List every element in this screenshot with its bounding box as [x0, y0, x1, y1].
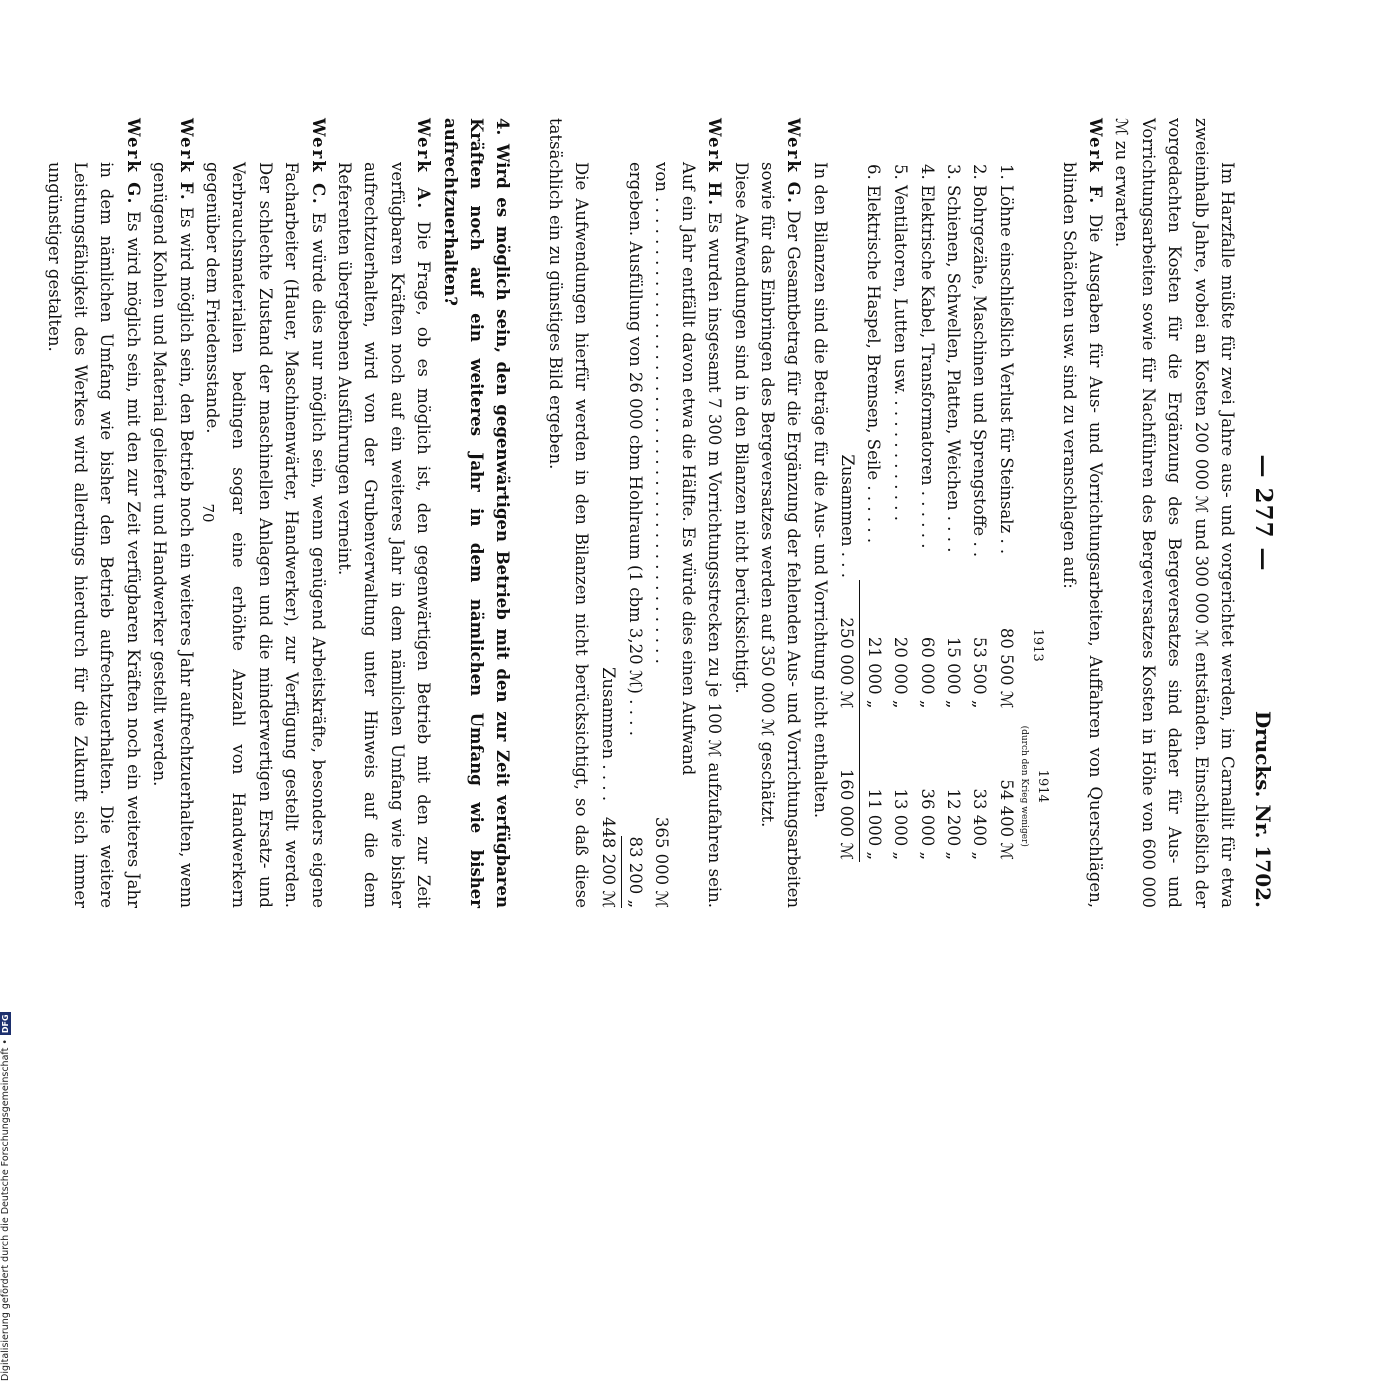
digitization-credit — [0, 1014, 11, 1381]
werk-h-line-von — [648, 118, 674, 908]
table-row — [913, 162, 939, 862]
werk-label: Werk A. — [414, 118, 434, 211]
table-row — [887, 162, 913, 862]
werk-text: Es wird möglich sein, den Betrieb noch ein weiteres Jahr aufrechtzuerhalten, wenn genügend Kohlen und Material geliefert und Handwerker gestellt werden. — [150, 162, 196, 908]
werk-text: Die Frage, ob es möglich ist, den gegenwärtigen Betrieb mit den zur Zeit verfügbaren Kräften noch auf ein weiteres Jahr in dem nämlichen Umfang wie bisher aufrechtzuerhalten, wird von der Grubenverwaltung unter Hinweis auf die dem Referenten übergebenen Ausführungen verneint. — [335, 162, 434, 908]
werk-h-paragraph — [674, 118, 727, 908]
value-1914: 33 400 „ — [970, 788, 990, 860]
werk-text: Die Ausgaben für Aus- und Vorrichtungsarbeiten, Auffahren von Querschlägen, blinden Schächten usw. sind zu veranschlagen auf: — [1059, 162, 1105, 908]
line-text: von . . . . . . . . . . . . . . . . . . . . . . . . . . . . . . . . . . . . . . . . . . . . . — [652, 162, 672, 664]
year-1914-header — [1019, 710, 1055, 862]
werk-label: Werk F. — [176, 118, 196, 202]
werk-label: Werk C. — [308, 118, 328, 206]
value-1914: 11 000 „ — [864, 788, 884, 860]
value-1913: 80 500 ℳ — [996, 627, 1016, 709]
table-row — [992, 162, 1018, 862]
werk-g-answer — [40, 118, 146, 908]
werk-text: Es würde dies nur möglich sein, wenn genügend Arbeitskräfte, besonders eigene Facharbeiter (Hauer, Maschinenwärter, Handwerker), zur Verfügung gestellt werden. Der schlechte Zustand der maschinellen Anlagen und die minderwertigen Ersatz- und Verbrauchsmaterialien bedingen sogar eine erhöhte Anzahl von Handwerkern gegenüber dem Friedensstande. — [202, 162, 328, 909]
year-1914-label: 1914 — [1035, 769, 1051, 803]
werk-f-intro — [1055, 118, 1108, 908]
line-text: ergeben. Ausfüllung von 26 000 cbm Hohlraum (1 cbm 3,20 ℳ) . . . . — [626, 162, 646, 736]
werk-f-answer — [146, 118, 199, 908]
page-header — [1240, 118, 1276, 908]
table-header-row — [1019, 162, 1055, 862]
paragraph-harzfall: Im Harzfalle müßte für zwei Jahre aus- und vorgerichtet werden, im Carnallit für etwa zweieinhalb Jahre, wobei an Kosten 200 000 ℳ und 300 000 ℳ entständen. Einschließlich der vorgedachten Kosten für die Ergänzung des Bergeversatzes sind daher für Aus- und Vorrichtungsarbeiten sowie für Nachführen des Bergeversatzes Kosten in Höhe von 600 000 ℳ zu erwarten. — [1112, 118, 1237, 908]
werk-h-sum — [594, 118, 620, 908]
credit-text: Digitalisierung gefördert durch die Deutsche Forschungsgemeinschaft • — [0, 1039, 11, 1381]
werk-g-note: Diese Aufwendungen sind in den Bilanzen nicht berücksichtigt. — [731, 162, 751, 694]
table-row — [940, 162, 966, 862]
document-reference: Drucks. Nr. 1702. — [1251, 710, 1275, 908]
value-1914: 12 200 „ — [943, 788, 963, 860]
table-row — [966, 162, 992, 862]
table-row — [860, 162, 887, 862]
value-1914: 54 400 ℳ — [996, 779, 1016, 860]
werk-label: Werk F. — [1085, 118, 1105, 206]
line-value: 365 000 ℳ — [652, 816, 672, 908]
page-content — [44, 118, 1277, 909]
row-label: 3. Schienen, Schwellen, Platten, Weichen . . . . — [943, 164, 963, 553]
value-1913: 21 000 „ — [864, 636, 884, 709]
sum-label: Zusammen . . . — [837, 454, 857, 578]
row-label: 5. Ventilatoren, Lutten usw. . . . . . . . . . . . . — [891, 164, 911, 521]
line-value: 83 200 „ — [621, 836, 648, 908]
value-1913: 60 000 „ — [917, 636, 937, 709]
row-label: 2. Bohrgezähe, Maschinen und Sprengstoffe . . — [970, 164, 990, 558]
sum-1914: 160 000 ℳ — [833, 710, 860, 862]
table-sum-row — [833, 162, 860, 862]
paragraph-bilanz: In den Bilanzen sind die Beträge für die Aus- und Vorrichtung nicht enthalten. — [810, 162, 830, 819]
value-1914: 36 000 „ — [917, 788, 937, 860]
dfg-logo: DFG — [1, 1014, 10, 1034]
werk-h-line-ergeben — [621, 118, 648, 908]
value-1913: 15 000 „ — [943, 636, 963, 709]
value-1914: 13 000 „ — [891, 788, 911, 860]
row-label: 1. Löhne einschließlich Verlust für Steinsalz . . — [996, 164, 1016, 555]
row-label: 4. Elektrische Kabel, Transformatoren . . . . . . — [917, 164, 937, 549]
cost-table — [833, 162, 1055, 862]
page-number: — 277 — — [1250, 454, 1277, 572]
werk-text: Es wird möglich sein, mit den zur Zeit verfügbaren Kräften noch ein weiteres Jahr in dem nämlichen Umfang wie bisher den Betrieb aufrechtzuerhalten. Die weitere Leistungsfähigkeit des Werkes wird allerdings hierdurch für die Zukunft sich immer ungünstiger gestalten. — [44, 162, 143, 908]
page-footer-mark: 70 — [199, 503, 217, 523]
werk-text: Der Gesamtbetrag für die Ergänzung der fehlenden Aus- und Vorrichtungsarbeiten sowie für das Einbringen des Bergeversatzes werden auf 350 000 ℳ geschätzt. — [758, 162, 804, 908]
werk-text: Es wurden insgesamt 7 300 m Vorrichtungsstrecken zu je 100 ℳ aufzufahren sein. Auf ein Jahr entfällt davon etwa die Hälfte. Es würde dies einen Aufwand — [678, 162, 725, 909]
sum-value: 448 200 ℳ — [598, 816, 618, 908]
row-label: 6. Elektrische Haspel, Bremsen, Seile . . . . . . — [864, 164, 884, 544]
sum-label: Zusammen . . . . — [598, 667, 618, 802]
value-1913: 53 500 „ — [970, 636, 990, 709]
value-1913: 20 000 „ — [891, 636, 911, 709]
werk-a-answer — [331, 118, 437, 908]
year-1913-header: 1913 — [1030, 628, 1046, 662]
werk-g-paragraph — [754, 118, 807, 908]
year-1914-note: (durch den Krieg weniger) — [1018, 725, 1029, 847]
werk-label: Werk G. — [123, 118, 143, 206]
section-4-heading: 4. Wird es möglich sein, den gegenwärtigen Betrieb mit den zur Zeit verfügbaren Kräften noch auf ein weiteres Jahr in dem nämlichen Umfang wie bisher aufrechtzuerhalten? — [440, 118, 513, 908]
werk-label: Werk H. — [705, 118, 725, 208]
werk-label: Werk G. — [784, 118, 804, 205]
werk-h-conclusion: Die Aufwendungen hierfür werden in den Bilanzen nicht berücksichtigt, so daß diese tatsächlich ein zu günstiges Bild ergeben. — [545, 118, 592, 908]
sum-1913: 250 000 ℳ — [833, 580, 860, 710]
